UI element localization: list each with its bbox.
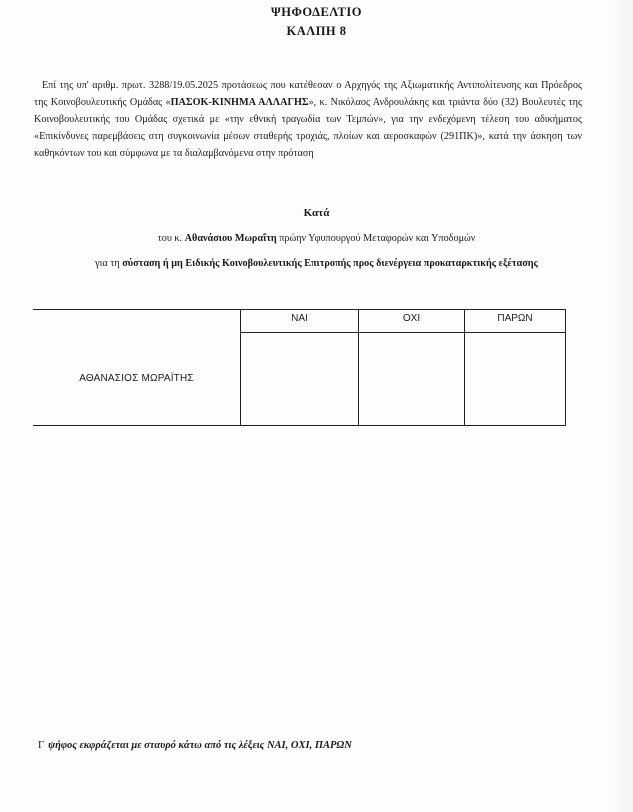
against-line: [0, 233, 633, 244]
proposal-paragraph: [34, 77, 582, 162]
vote-box-present[interactable]: [465, 333, 566, 426]
instruction-note: [38, 740, 352, 751]
column-header-no: [359, 310, 465, 333]
proposal-text-part1: Επί της υπ' αριθμ. πρωτ. 3288/19.05.2025 προτάσεως που κατέθεσαν ο Αρχηγός της Αξιωματικής Αντιπολίτευσης και Πρόεδρος της Κοινοβουλευτικής Ομάδας «: [34, 80, 582, 108]
column-header-yes: [241, 310, 359, 333]
column-label-yes: ΝΑΙ: [291, 313, 308, 324]
purpose-prefix: για τη: [95, 258, 123, 269]
column-header-present: [465, 310, 566, 333]
column-label-present: ΠΑΡΩΝ: [497, 313, 533, 324]
vote-box-no[interactable]: [359, 333, 465, 426]
accused-person: Αθανάσιου Μωραΐτη: [184, 233, 277, 244]
ballot-box-label: ΚΑΛΠΗ 8: [286, 24, 347, 38]
against-heading: Κατά: [303, 207, 330, 219]
cut-off-letter: Γ: [38, 740, 45, 751]
instruction-text: ψήφος εκφράζεται με σταυρό κάτω από τις λέξεις ΝΑΙ, ΟΧΙ, ΠΑΡΩΝ: [48, 740, 352, 751]
party-name: ΠΑΣΟΚ-ΚΙΝΗΜΑ ΑΛΛΑΓΗΣ: [170, 97, 309, 108]
blank-header-cell: [33, 310, 241, 333]
document-title: ΨΗΦΟΔΕΛΤΙΟ: [271, 5, 362, 19]
purpose-line: [0, 258, 633, 269]
candidate-name: ΑΘΑΝΑΣΙΟΣ ΜΩΡΑΪΤΗΣ: [33, 333, 241, 426]
accused-role: πρώην Υφυπουργού Μεταφορών και Υποδομών: [276, 233, 476, 244]
proposal-text-part2: », κ. Νικόλαος Ανδρουλάκης και τριάντα δύο (32) Βουλευτές της Κοινοβουλευτικής του Ομάδας σχετικά με «την εθνική τραγωδία των Τεμπών», για την ενδεχόμενη τέλεση του αδικήματος «Επικίνδυνες παρεμβάσεις στη συγκοινωνία μέσων σταθερής τροχιάς, πλοίων και αεροσκαφών (291ΠΚ)», κατά την άσκηση των καθηκόντων του και σύμφωνα με τα διαλαμβανόμενα στην πρόταση: [34, 97, 582, 159]
column-label-no: ΟΧΙ: [402, 313, 421, 324]
against-prefix: του κ.: [157, 233, 185, 244]
purpose-text: σύσταση ή μη Ειδικής Κοινοβουλευτικής Επιτροπής προς διενέργεια προκαταρκτικής εξέτασης: [122, 258, 538, 269]
vote-box-yes[interactable]: [241, 333, 359, 426]
scan-edge-shadow: [611, 0, 633, 812]
ballot-table: [33, 309, 566, 426]
